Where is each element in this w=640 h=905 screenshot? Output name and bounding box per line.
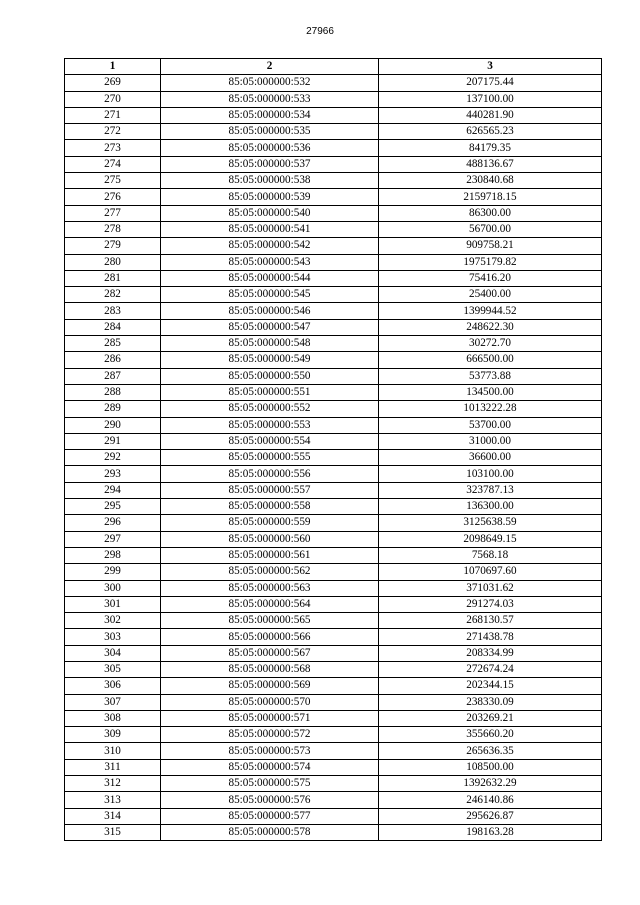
cadastral-number-cell: 85:05:000000:536 (161, 140, 379, 156)
row-number-cell: 283 (65, 303, 161, 319)
cadastral-number-cell: 85:05:000000:564 (161, 596, 379, 612)
row-number-cell: 301 (65, 596, 161, 612)
value-cell: 86300.00 (379, 205, 602, 221)
table-row (65, 384, 602, 400)
row-number-cell: 315 (65, 824, 161, 840)
cadastral-number-cell: 85:05:000000:548 (161, 336, 379, 352)
row-number-cell: 293 (65, 466, 161, 482)
row-number-cell: 302 (65, 613, 161, 629)
row-number-cell: 275 (65, 173, 161, 189)
row-number-cell: 300 (65, 580, 161, 596)
table-row (65, 792, 602, 808)
table-row (65, 417, 602, 433)
value-cell: 108500.00 (379, 759, 602, 775)
row-number-cell: 308 (65, 710, 161, 726)
value-cell: 7568.18 (379, 547, 602, 563)
row-number-cell: 285 (65, 336, 161, 352)
row-number-cell: 311 (65, 759, 161, 775)
cadastral-number-cell: 85:05:000000:550 (161, 368, 379, 384)
table-row (65, 482, 602, 498)
cadastral-number-cell: 85:05:000000:566 (161, 629, 379, 645)
table-row (65, 270, 602, 286)
cadastral-number-cell: 85:05:000000:563 (161, 580, 379, 596)
table-row (65, 743, 602, 759)
row-number-cell: 284 (65, 319, 161, 335)
cadastral-number-cell: 85:05:000000:545 (161, 287, 379, 303)
row-number-cell: 306 (65, 678, 161, 694)
value-cell: 355660.20 (379, 727, 602, 743)
row-number-cell: 289 (65, 401, 161, 417)
value-cell: 1399944.52 (379, 303, 602, 319)
table-row (65, 124, 602, 140)
row-number-cell: 298 (65, 547, 161, 563)
cadastral-number-cell: 85:05:000000:569 (161, 678, 379, 694)
page-number: 27966 (306, 26, 334, 37)
table-row (65, 824, 602, 840)
value-cell: 1070697.60 (379, 564, 602, 580)
row-number-cell: 309 (65, 727, 161, 743)
table-row (65, 694, 602, 710)
row-number-cell: 287 (65, 368, 161, 384)
value-cell: 207175.44 (379, 75, 602, 91)
table-row (65, 629, 602, 645)
value-cell: 53700.00 (379, 417, 602, 433)
cadastral-number-cell: 85:05:000000:567 (161, 645, 379, 661)
cadastral-number-cell: 85:05:000000:542 (161, 238, 379, 254)
value-cell: 626565.23 (379, 124, 602, 140)
cadastral-number-cell: 85:05:000000:558 (161, 499, 379, 515)
row-number-cell: 269 (65, 75, 161, 91)
cadastral-number-cell: 85:05:000000:549 (161, 352, 379, 368)
cadastral-number-cell: 85:05:000000:534 (161, 107, 379, 123)
value-cell: 136300.00 (379, 499, 602, 515)
table-row (65, 368, 602, 384)
value-cell: 323787.13 (379, 482, 602, 498)
table-row (65, 173, 602, 189)
row-number-cell: 288 (65, 384, 161, 400)
value-cell: 208334.99 (379, 645, 602, 661)
cadastral-number-cell: 85:05:000000:574 (161, 759, 379, 775)
cadastral-number-cell: 85:05:000000:575 (161, 776, 379, 792)
table-row (65, 776, 602, 792)
table-row (65, 661, 602, 677)
cadastral-number-cell: 85:05:000000:544 (161, 270, 379, 286)
table-row (65, 759, 602, 775)
cadastral-number-cell: 85:05:000000:540 (161, 205, 379, 221)
value-cell: 30272.70 (379, 336, 602, 352)
value-cell: 1013222.28 (379, 401, 602, 417)
value-cell: 488136.67 (379, 156, 602, 172)
table-row (65, 564, 602, 580)
cadastral-number-cell: 85:05:000000:532 (161, 75, 379, 91)
table-row (65, 450, 602, 466)
table-row (65, 401, 602, 417)
cadastral-number-cell: 85:05:000000:573 (161, 743, 379, 759)
value-cell: 137100.00 (379, 91, 602, 107)
table-row (65, 531, 602, 547)
cadastral-number-cell: 85:05:000000:555 (161, 450, 379, 466)
column-header-2: 2 (161, 59, 379, 75)
value-cell: 1392632.29 (379, 776, 602, 792)
value-cell: 246140.86 (379, 792, 602, 808)
table-row (65, 515, 602, 531)
row-number-cell: 277 (65, 205, 161, 221)
value-cell: 268130.57 (379, 613, 602, 629)
cadastral-number-cell: 85:05:000000:538 (161, 173, 379, 189)
cadastral-number-cell: 85:05:000000:543 (161, 254, 379, 270)
cadastral-number-cell: 85:05:000000:559 (161, 515, 379, 531)
row-number-cell: 313 (65, 792, 161, 808)
table-row (65, 107, 602, 123)
table-row (65, 547, 602, 563)
row-number-cell: 280 (65, 254, 161, 270)
table-row (65, 303, 602, 319)
cadastral-number-cell: 85:05:000000:535 (161, 124, 379, 140)
cadastral-number-cell: 85:05:000000:547 (161, 319, 379, 335)
value-cell: 230840.68 (379, 173, 602, 189)
table-row (65, 727, 602, 743)
cadastral-number-cell: 85:05:000000:546 (161, 303, 379, 319)
row-number-cell: 299 (65, 564, 161, 580)
value-cell: 103100.00 (379, 466, 602, 482)
value-cell: 440281.90 (379, 107, 602, 123)
row-number-cell: 294 (65, 482, 161, 498)
row-number-cell: 303 (65, 629, 161, 645)
value-cell: 56700.00 (379, 221, 602, 237)
value-cell: 291274.03 (379, 596, 602, 612)
value-cell: 295626.87 (379, 808, 602, 824)
row-number-cell: 292 (65, 450, 161, 466)
value-cell: 25400.00 (379, 287, 602, 303)
table-row (65, 254, 602, 270)
table-row (65, 433, 602, 449)
row-number-cell: 278 (65, 221, 161, 237)
cadastral-number-cell: 85:05:000000:560 (161, 531, 379, 547)
table-row (65, 238, 602, 254)
row-number-cell: 273 (65, 140, 161, 156)
value-cell: 53773.88 (379, 368, 602, 384)
table-row (65, 287, 602, 303)
table-row (65, 645, 602, 661)
value-cell: 31000.00 (379, 433, 602, 449)
column-header-1: 1 (65, 59, 161, 75)
value-cell: 2098649.15 (379, 531, 602, 547)
table-row (65, 91, 602, 107)
row-number-cell: 304 (65, 645, 161, 661)
data-table (64, 58, 602, 841)
table-row (65, 466, 602, 482)
row-number-cell: 296 (65, 515, 161, 531)
row-number-cell: 310 (65, 743, 161, 759)
value-cell: 272674.24 (379, 661, 602, 677)
cadastral-number-cell: 85:05:000000:537 (161, 156, 379, 172)
cadastral-number-cell: 85:05:000000:572 (161, 727, 379, 743)
row-number-cell: 279 (65, 238, 161, 254)
row-number-cell: 274 (65, 156, 161, 172)
value-cell: 371031.62 (379, 580, 602, 596)
row-number-cell: 286 (65, 352, 161, 368)
row-number-cell: 276 (65, 189, 161, 205)
cadastral-number-cell: 85:05:000000:554 (161, 433, 379, 449)
table-row (65, 596, 602, 612)
column-header-3: 3 (379, 59, 602, 75)
table-row (65, 336, 602, 352)
table-row (65, 140, 602, 156)
table-row (65, 808, 602, 824)
table-row (65, 580, 602, 596)
cadastral-number-cell: 85:05:000000:539 (161, 189, 379, 205)
value-cell: 202344.15 (379, 678, 602, 694)
value-cell: 198163.28 (379, 824, 602, 840)
table-row (65, 613, 602, 629)
row-number-cell: 270 (65, 91, 161, 107)
row-number-cell: 282 (65, 287, 161, 303)
value-cell: 75416.20 (379, 270, 602, 286)
row-number-cell: 307 (65, 694, 161, 710)
table-row (65, 221, 602, 237)
cadastral-number-cell: 85:05:000000:562 (161, 564, 379, 580)
row-number-cell: 295 (65, 499, 161, 515)
row-number-cell: 271 (65, 107, 161, 123)
cadastral-number-cell: 85:05:000000:541 (161, 221, 379, 237)
value-cell: 3125638.59 (379, 515, 602, 531)
cadastral-number-cell: 85:05:000000:576 (161, 792, 379, 808)
row-number-cell: 297 (65, 531, 161, 547)
table-header-row (65, 59, 602, 75)
table-row (65, 678, 602, 694)
value-cell: 909758.21 (379, 238, 602, 254)
cadastral-number-cell: 85:05:000000:577 (161, 808, 379, 824)
table-row (65, 156, 602, 172)
table-row (65, 205, 602, 221)
value-cell: 134500.00 (379, 384, 602, 400)
value-cell: 203269.21 (379, 710, 602, 726)
table-row (65, 352, 602, 368)
cadastral-number-cell: 85:05:000000:568 (161, 661, 379, 677)
table-body (65, 75, 602, 841)
value-cell: 2159718.15 (379, 189, 602, 205)
value-cell: 271438.78 (379, 629, 602, 645)
table-header (65, 59, 602, 75)
cadastral-number-cell: 85:05:000000:557 (161, 482, 379, 498)
table-row (65, 319, 602, 335)
value-cell: 265636.35 (379, 743, 602, 759)
table-row (65, 499, 602, 515)
cadastral-number-cell: 85:05:000000:533 (161, 91, 379, 107)
cadastral-number-cell: 85:05:000000:553 (161, 417, 379, 433)
row-number-cell: 281 (65, 270, 161, 286)
cadastral-number-cell: 85:05:000000:565 (161, 613, 379, 629)
value-cell: 36600.00 (379, 450, 602, 466)
row-number-cell: 291 (65, 433, 161, 449)
cadastral-number-cell: 85:05:000000:556 (161, 466, 379, 482)
value-cell: 666500.00 (379, 352, 602, 368)
value-cell: 248622.30 (379, 319, 602, 335)
table-row (65, 189, 602, 205)
table-row (65, 710, 602, 726)
cadastral-number-cell: 85:05:000000:571 (161, 710, 379, 726)
table-row (65, 75, 602, 91)
row-number-cell: 314 (65, 808, 161, 824)
cadastral-number-cell: 85:05:000000:552 (161, 401, 379, 417)
row-number-cell: 305 (65, 661, 161, 677)
row-number-cell: 312 (65, 776, 161, 792)
cadastral-number-cell: 85:05:000000:551 (161, 384, 379, 400)
value-cell: 84179.35 (379, 140, 602, 156)
value-cell: 1975179.82 (379, 254, 602, 270)
row-number-cell: 272 (65, 124, 161, 140)
row-number-cell: 290 (65, 417, 161, 433)
cadastral-number-cell: 85:05:000000:561 (161, 547, 379, 563)
cadastral-number-cell: 85:05:000000:578 (161, 824, 379, 840)
value-cell: 238330.09 (379, 694, 602, 710)
cadastral-number-cell: 85:05:000000:570 (161, 694, 379, 710)
